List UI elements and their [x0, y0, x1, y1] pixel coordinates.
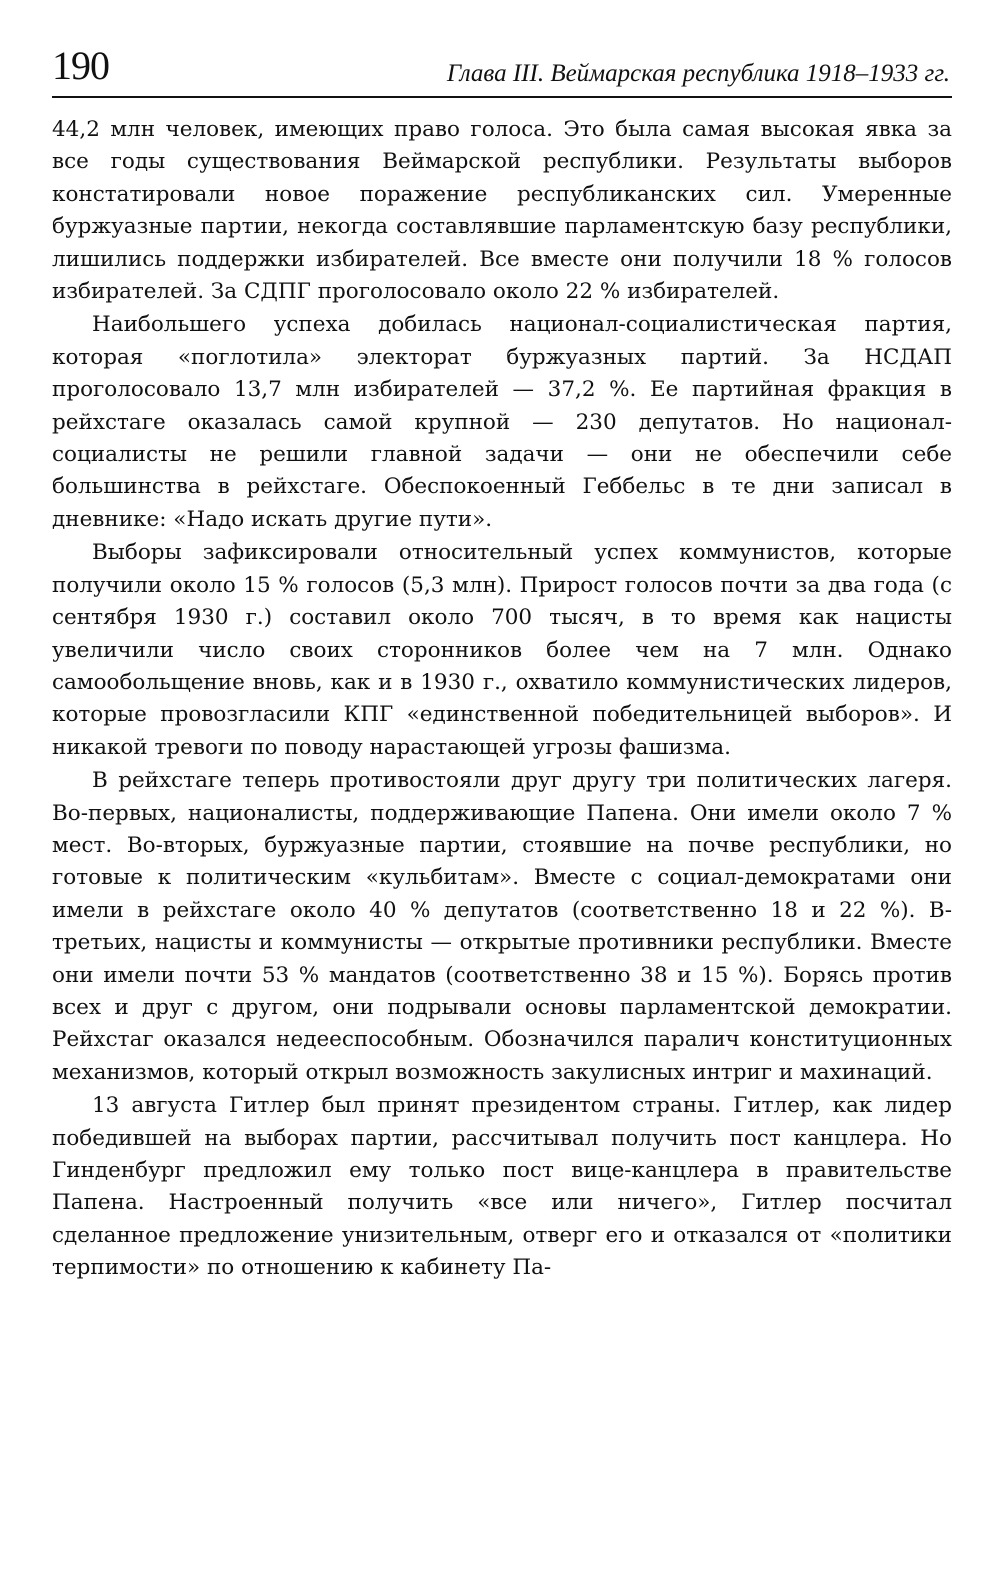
book-page	[52, 40, 952, 1285]
page-number: 190	[52, 43, 109, 88]
paragraph: Выборы зафиксировали относительный успех коммунистов, которые получили около 15 % голосов (5,3 млн). Прирост голосов почти за два года (с сентября 1930 г.) составил около 700 тысяч, в то время как нацисты увеличили число своих сторонников более чем на 7 млн. Однако самообольщение вновь, как и в 1930 г., охватило коммунистических лидеров, которые провозгласили КПГ «единственной победительницей выборов». И никакой тревоги по поводу нарастающей угрозы фашизма.	[52, 540, 952, 760]
chapter-title: Глава III. Веймарская республика 1918–1933 гг.	[446, 60, 950, 87]
running-head	[52, 40, 952, 98]
paragraph: 13 августа Гитлер был принят президентом страны. Гитлер, как лидер победившей на выборах партии, рассчитывал получить пост канцлера. Но Гинденбург предложил ему только пост вице-канцлера в правительстве Папена. Настроенный получить «все или ничего», Гитлер посчитал сделанное предложение унизительным, отверг его и отказался от «политики терпимости» по отношению к кабинету Па-	[52, 1093, 952, 1281]
paragraph-continuation: 44,2 млн человек, имеющих право голоса. Это была самая высокая явка за все годы существования Веймарской республики. Результаты выборов констатировали новое поражение республиканских сил. Умеренные буржуазные партии, некогда составлявшие парламентскую базу республики, лишились поддержки избирателей. Все вместе они получили 18 % голосов избирателей. За СДПГ проголосовало около 22 % избирателей.	[52, 117, 952, 305]
paragraph: Наибольшего успеха добилась национал-социалистическая партия, которая «поглотила» электорат буржуазных партий. За НСДАП проголосовало 13,7 млн избирателей — 37,2 %. Ее партийная фракция в рейхстаге оказалась самой крупной — 230 депутатов. Но национал-социалисты не решили главной задачи — они не обеспечили себе большинства в рейхстаге. Обеспокоенный Геббельс в те дни записал в дневнике: «Надо искать другие пути».	[52, 312, 952, 532]
body-text	[52, 114, 952, 1285]
paragraph: В рейхстаге теперь противостояли друг другу три политических лагеря. Во-первых, националисты, поддерживающие Папена. Они имели около 7 % мест. Во-вторых, буржуазные партии, стоявшие на почве республики, но готовые к политическим «кульбитам». Вместе с социал-демократами они имели в рейхстаге около 40 % депутатов (соответственно 18 и 22 %). В-третьих, нацисты и коммунисты — открытые противники республики. Вместе они имели почти 53 % мандатов (соответственно 38 и 15 %). Борясь против всех и друг с другом, они подрывали основы парламентской демократии. Рейхстаг оказался недееспособным. Обозначился паралич конституционных механизмов, который открыл возможность закулисных интриг и махинаций.	[52, 768, 952, 1085]
